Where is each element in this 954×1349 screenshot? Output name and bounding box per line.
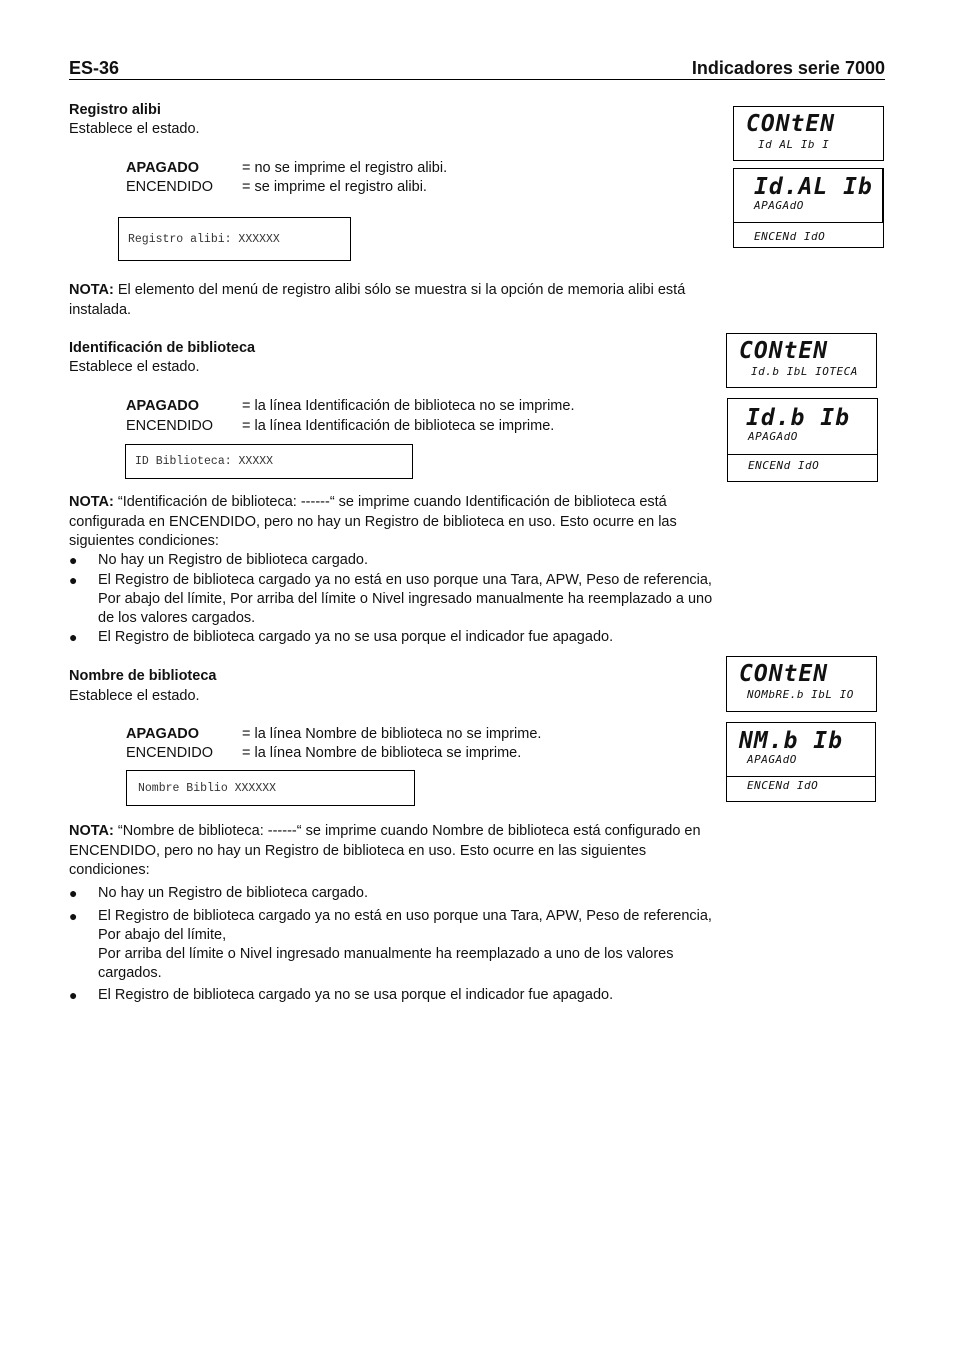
lcd-divider: [727, 776, 875, 777]
lcd-display: [726, 656, 877, 712]
section-description: Establece el estado.: [69, 121, 200, 137]
option-key: APAGADO: [126, 398, 200, 414]
note-line: [69, 281, 685, 301]
note-line: configurada en ENCENDIDO, pero no hay un Registro de biblioteca en uso. Esto ocurre en las: [69, 514, 677, 530]
lcd-sub-text: APAGAdO: [754, 199, 804, 212]
list-item-text: Por arriba del límite o Nivel ingresado manualmente ha reemplazado a uno de los valores: [98, 946, 674, 962]
lcd-sub-text: APAGAdO: [748, 430, 798, 443]
list-item-text: El Registro de biblioteca cargado ya no está en uso porque una Tara, APW, Peso de referencia,: [98, 572, 712, 588]
list-item-text: No hay un Registro de biblioteca cargado.: [98, 552, 369, 568]
lcd-main-text: CONtEN: [739, 338, 829, 364]
option-key: APAGADO: [126, 160, 200, 176]
list-item-text: cargados.: [98, 965, 162, 981]
list-item: [69, 884, 369, 904]
option-key: ENCENDIDO: [126, 418, 214, 434]
lcd-display: [726, 333, 877, 388]
lcd-sub-text: Id AL Ib I: [758, 138, 830, 151]
lcd-alt-option: ENCENd IdO: [747, 779, 819, 792]
list-item-text: de los valores cargados.: [98, 610, 256, 626]
bullet-icon: ●: [69, 908, 78, 924]
note-line: [69, 493, 667, 513]
option-key: ENCENDIDO: [126, 745, 214, 761]
lcd-divider: [728, 454, 877, 455]
list-item-text: Por abajo del límite, Por arriba del límite o Nivel ingresado manualmente ha reemplazado a uno: [98, 591, 713, 607]
note-text: El elemento del menú de registro alibi sólo se muestra si la opción de memoria alibi está: [113, 282, 686, 298]
option-value: = la línea Identificación de biblioteca se imprime.: [242, 418, 555, 434]
bullet-icon: ●: [69, 552, 78, 568]
document-title: Indicadores serie 7000: [691, 58, 885, 78]
section-heading: Identificación de biblioteca: [69, 340, 256, 356]
bullet-icon: ●: [69, 629, 78, 645]
list-item-text: Por abajo del límite,: [98, 927, 227, 943]
bullet-icon: ●: [69, 885, 78, 901]
list-item: [69, 551, 369, 571]
list-item-text: El Registro de biblioteca cargado ya no está en uso porque una Tara, APW, Peso de referencia,: [98, 908, 712, 924]
lcd-display: [733, 106, 884, 161]
note-line: instalada.: [69, 302, 132, 318]
lcd-alt-option: ENCENd IdO: [754, 230, 826, 243]
option-value: = no se imprime el registro alibi.: [242, 160, 448, 176]
print-sample-box: ID Biblioteca: XXXXX: [125, 444, 413, 479]
lcd-display: [727, 398, 878, 482]
note-line: condiciones:: [69, 862, 150, 878]
print-sample-box: Nombre Biblio XXXXXX: [126, 770, 415, 806]
lcd-main-text: CONtEN: [746, 111, 836, 137]
lcd-main-text: Id.AL Ib: [754, 174, 873, 200]
section-heading: Registro alibi: [69, 102, 161, 118]
print-sample-box: Registro alibi: XXXXXX: [118, 217, 351, 261]
page-number: ES-36: [69, 58, 120, 78]
option-key: ENCENDIDO: [126, 179, 214, 195]
list-item-text: El Registro de biblioteca cargado ya no se usa porque el indicador fue apagado.: [98, 987, 614, 1003]
lcd-sub-text: NOMbRE.b IbL IO: [747, 688, 854, 701]
bullet-icon: ●: [69, 987, 78, 1003]
section-description: Establece el estado.: [69, 688, 200, 704]
lcd-sub-text: APAGAdO: [747, 753, 797, 766]
list-item-text: No hay un Registro de biblioteca cargado.: [98, 885, 369, 901]
lcd-sub-text: Id.b IbL IOTECA: [751, 365, 858, 378]
section-heading: Nombre de biblioteca: [69, 668, 217, 684]
list-item: [69, 907, 712, 927]
section-description: Establece el estado.: [69, 359, 200, 375]
note-line: [69, 822, 701, 842]
list-item: [69, 571, 712, 591]
lcd-main-text: NM.b Ib: [739, 728, 843, 754]
lcd-display: [733, 168, 884, 248]
note-label: NOTA:: [69, 823, 114, 839]
bullet-icon: ●: [69, 572, 78, 588]
lcd-display: [726, 722, 876, 802]
note-text: “Nombre de biblioteca: ------“ se imprime cuando Nombre de biblioteca está configurado en: [113, 823, 701, 839]
option-value: = la línea Identificación de biblioteca no se imprime.: [242, 398, 575, 414]
lcd-alt-option: ENCENd IdO: [748, 459, 820, 472]
list-item-text: El Registro de biblioteca cargado ya no se usa porque el indicador fue apagado.: [98, 629, 614, 645]
option-key: APAGADO: [126, 726, 200, 742]
list-item: [69, 986, 614, 1006]
note-line: siguientes condiciones:: [69, 533, 219, 549]
note-text: “Identificación de biblioteca: ------“ se imprime cuando Identificación de biblioteca está: [113, 494, 667, 510]
option-value: = se imprime el registro alibi.: [242, 179, 427, 195]
option-value: = la línea Nombre de biblioteca no se imprime.: [242, 726, 542, 742]
list-item: [69, 628, 614, 648]
note-label: NOTA:: [69, 494, 114, 510]
lcd-main-text: CONtEN: [739, 661, 829, 687]
lcd-main-text: Id.b Ib: [746, 405, 850, 431]
option-value: = la línea Nombre de biblioteca se imprime.: [242, 745, 522, 761]
note-label: NOTA:: [69, 282, 114, 298]
note-line: ENCENDIDO, pero no hay un Registro de biblioteca en uso. Esto ocurre en las siguientes: [69, 843, 647, 859]
header-rule: [69, 79, 885, 80]
